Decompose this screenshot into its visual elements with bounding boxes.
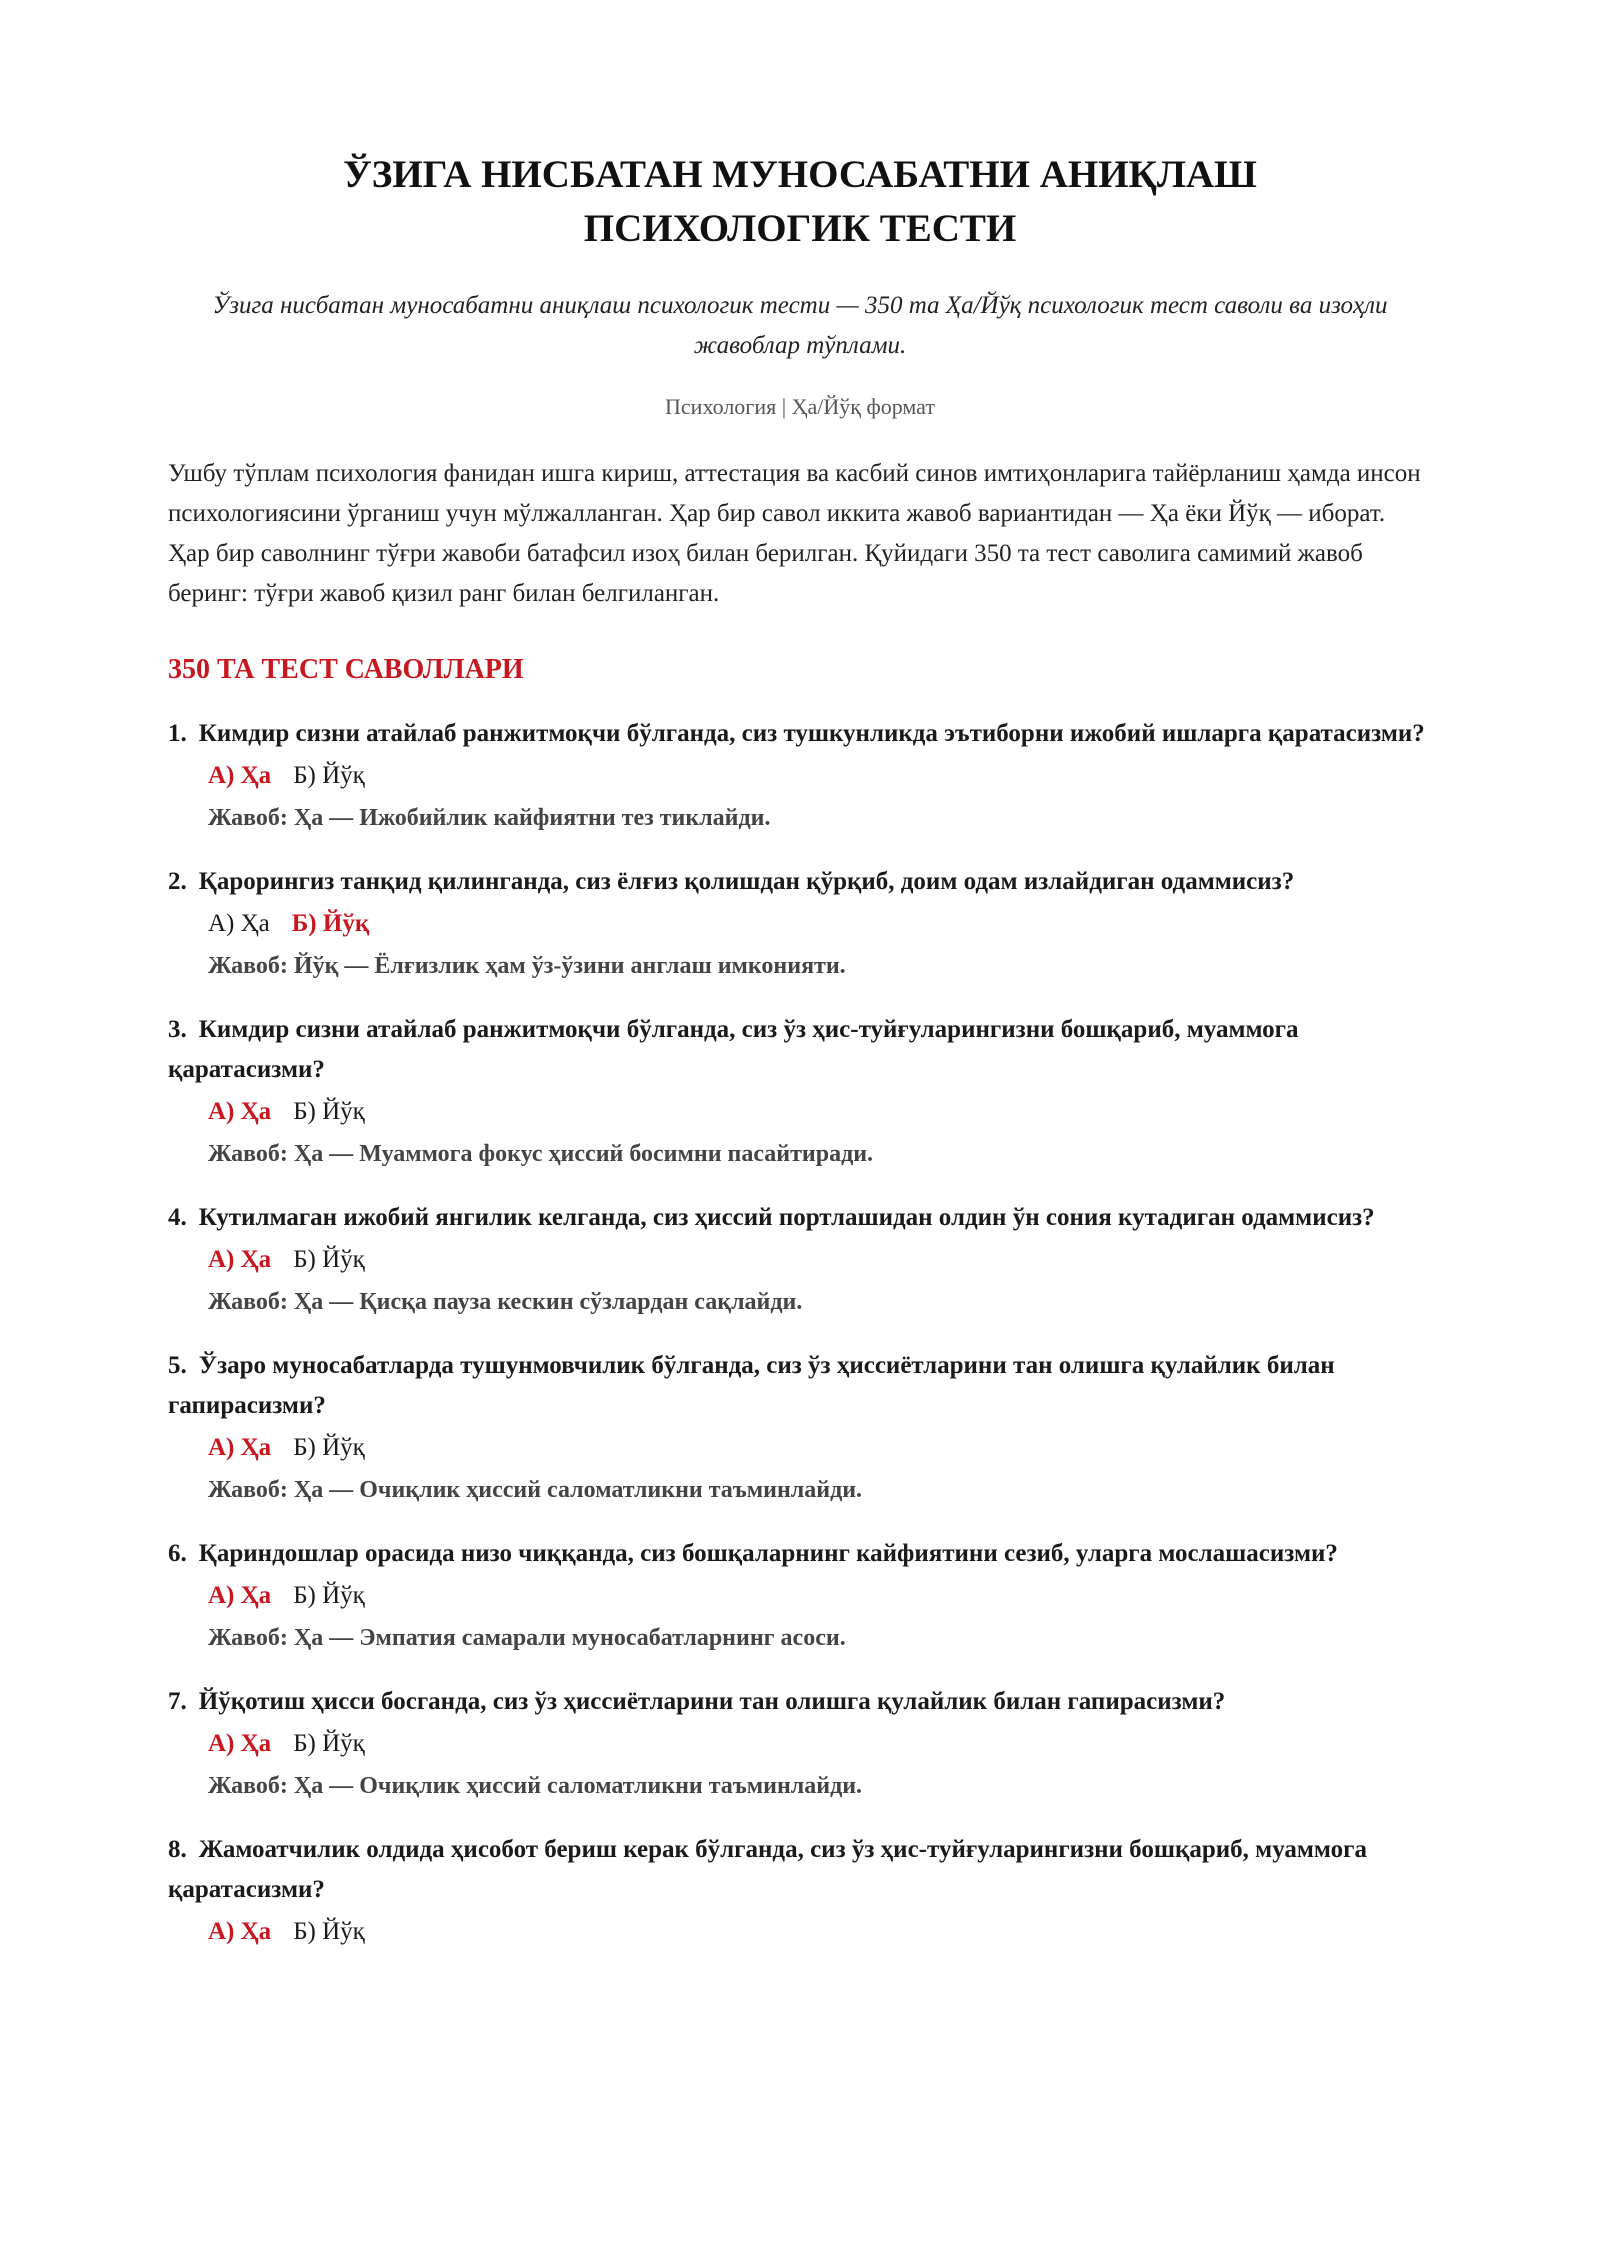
question-body: Жамоатчилик олдида ҳисобот бериш керак бўлганда, сиз ўз ҳис-туйғуларингизни бошқариб, муаммога қаратасизми? <box>168 1836 1367 1903</box>
subtitle: Ўзига нисбатан муносабатни аниқлаш психологик тести — 350 та Ҳа/Йўқ психологик тест саволи ва изоҳли жавоблар тўплами. <box>212 292 1388 359</box>
question-item <box>168 862 1432 986</box>
answer-options <box>208 1724 1432 1764</box>
question-text <box>168 862 1432 902</box>
question-number: 2. <box>168 868 187 895</box>
question-text <box>168 714 1432 754</box>
question-text <box>168 1534 1432 1574</box>
question-text <box>168 1830 1432 1910</box>
option-a: А) Ҳа <box>208 1918 272 1945</box>
question-number: 3. <box>168 1016 187 1043</box>
answer-options <box>208 1092 1432 1132</box>
title-line-1: ЎЗИГА НИСБАТАН МУНОСАБАТНИ АНИҚЛАШ <box>343 153 1257 196</box>
title-line-2: ПСИХОЛОГИК ТЕСТИ <box>583 207 1017 250</box>
answer-explanation: Жавоб: Ҳа — Очиқлик ҳиссий саломатликни таъминлайди. <box>208 1773 863 1799</box>
question-item <box>168 1010 1432 1174</box>
option-b: Б) Йўқ <box>293 1434 365 1461</box>
question-number: 6. <box>168 1540 187 1567</box>
answer-explanation: Жавоб: Ҳа — Эмпатия самарали муносабатларнинг асоси. <box>208 1625 846 1651</box>
option-b: Б) Йўқ <box>293 762 365 789</box>
question-text <box>168 1682 1432 1722</box>
question-body: Ўзаро муносабатларда тушунмовчилик бўлганда, сиз ўз ҳиссиётларини тан олишга қулайлик билан гапирасизми? <box>168 1352 1335 1419</box>
option-b: Б) Йўқ <box>293 1918 365 1945</box>
answer-options <box>208 904 1432 944</box>
option-b: Б) Йўқ <box>293 1246 365 1273</box>
question-item <box>168 1198 1432 1322</box>
question-item <box>168 1830 1432 1952</box>
option-b: Б) Йўқ <box>293 1098 365 1125</box>
question-number: 1. <box>168 720 187 747</box>
option-a: А) Ҳа <box>208 1730 272 1757</box>
option-b: Б) Йўқ <box>293 1730 365 1757</box>
question-body: Кимдир сизни атайлаб ранжитмоқчи бўлганда, сиз тушкунликда эътиборни ижобий ишларга қаратасизми? <box>198 720 1425 747</box>
answer-explanation: Жавоб: Ҳа — Очиқлик ҳиссий саломатликни таъминлайди. <box>208 1477 863 1503</box>
option-a: А) Ҳа <box>208 1434 272 1461</box>
question-item <box>168 1534 1432 1658</box>
answer-options <box>208 1912 1432 1952</box>
answer-options <box>208 1240 1432 1280</box>
section-heading: 350 ТА ТЕСТ САВОЛЛАРИ <box>168 654 524 685</box>
page-title <box>168 148 1432 256</box>
question-list <box>168 714 1432 1952</box>
option-b: Б) Йўқ <box>293 1582 365 1609</box>
question-item <box>168 1682 1432 1806</box>
question-text <box>168 1198 1432 1238</box>
question-body: Қариндошлар орасида низо чиққанда, сиз бошқаларнинг кайфиятини сезиб, уларга мослашасизми? <box>198 1540 1338 1567</box>
question-body: Кутилмаган ижобий янгилик келганда, сиз ҳиссий портлашидан олдин ўн сония кутадиган одаммисиз? <box>198 1204 1375 1231</box>
question-body: Қарорингиз танқид қилинганда, сиз ёлғиз қолишдан қўрқиб, доим одам излайдиган одаммисиз? <box>198 868 1295 895</box>
intro-paragraph: Ушбу тўплам психология фанидан ишга кириш, аттестация ва касбий синов имтиҳонларига тайёрланиш ҳамда инсон психологиясини ўрганиш учун мўлжалланган. Ҳар бир савол иккита жавоб вариантидан — Ҳа ёки Йўқ — иборат. Ҳар бир саволнинг тўғри жавоби батафсил изоҳ билан берилган. Қуйидаги 350 та тест саволига самимий жавоб беринг: тўғри жавоб қизил ранг билан белгиланган. <box>168 460 1421 607</box>
question-item <box>168 1346 1432 1510</box>
answer-options <box>208 1576 1432 1616</box>
option-a: А) Ҳа <box>208 910 270 937</box>
category-meta: Психология | Ҳа/Йўқ формат <box>665 394 935 419</box>
question-text <box>168 1010 1432 1090</box>
option-a: А) Ҳа <box>208 1098 272 1125</box>
question-item <box>168 714 1432 838</box>
option-a: А) Ҳа <box>208 1582 272 1609</box>
answer-options <box>208 756 1432 796</box>
answer-explanation: Жавоб: Ҳа — Муаммога фокус ҳиссий босимни пасайтиради. <box>208 1141 874 1167</box>
option-b: Б) Йўқ <box>291 910 370 937</box>
answer-options <box>208 1428 1432 1468</box>
question-number: 7. <box>168 1688 187 1715</box>
option-a: А) Ҳа <box>208 762 272 789</box>
answer-explanation: Жавоб: Ҳа — Қисқа пауза кескин сўзлардан сақлайди. <box>208 1289 803 1315</box>
question-text <box>168 1346 1432 1426</box>
question-body: Кимдир сизни атайлаб ранжитмоқчи бўлганда, сиз ўз ҳис-туйғуларингизни бошқариб, муаммога қаратасизми? <box>168 1016 1299 1083</box>
answer-explanation: Жавоб: Йўқ — Ёлғизлик ҳам ўз-ўзини англаш имконияти. <box>208 953 846 979</box>
question-number: 5. <box>168 1352 187 1379</box>
option-a: А) Ҳа <box>208 1246 272 1273</box>
answer-explanation: Жавоб: Ҳа — Ижобийлик кайфиятни тез тиклайди. <box>208 805 771 831</box>
question-body: Йўқотиш ҳисси босганда, сиз ўз ҳиссиётларини тан олишга қулайлик билан гапирасизми? <box>198 1688 1226 1715</box>
question-number: 8. <box>168 1836 187 1863</box>
question-number: 4. <box>168 1204 187 1231</box>
